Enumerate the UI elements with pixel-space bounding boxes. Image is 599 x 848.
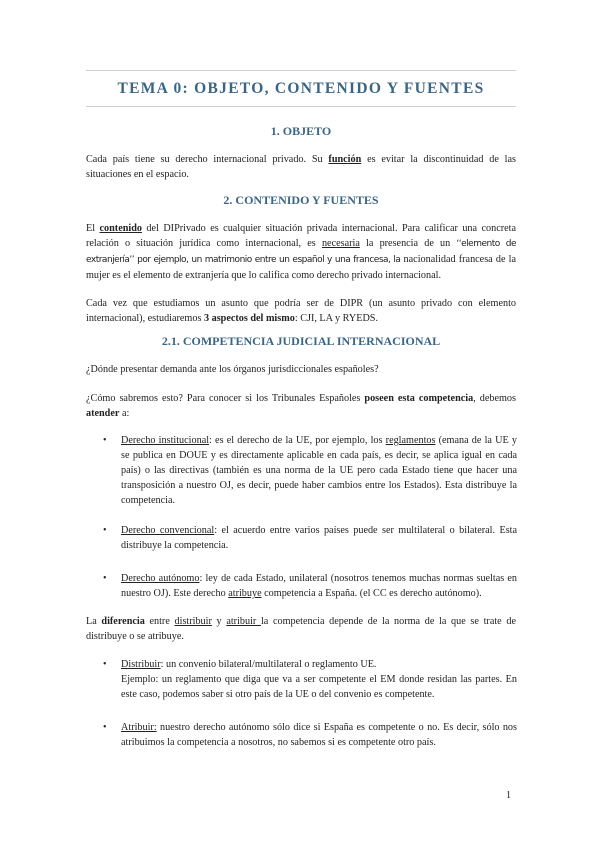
underlined-term: Derecho convencional xyxy=(121,525,215,536)
bold-term-competencia: poseen esta competencia xyxy=(364,393,474,404)
text: ¿Cómo sabremos esto? Para conocer si los Tribunales Españoles xyxy=(86,393,365,404)
text: El xyxy=(86,223,100,234)
list-item-institucional xyxy=(121,433,517,508)
underlined-term: Derecho autónomo xyxy=(121,573,200,584)
bullet-icon: • xyxy=(103,722,107,733)
text: entre xyxy=(144,616,175,627)
text: nacionalidad francesa de la mujer es el elemento de extranjería que lo califica como derecho privado internacional. xyxy=(86,254,516,281)
bold-term-aspectos: 3 aspectos del mismo xyxy=(203,313,295,324)
handwritten-insert: ‘‘elemento de extranjería’’ por ejemplo, un matrimonio entre un español y una francesa, la xyxy=(86,239,516,265)
bullet-icon: • xyxy=(103,659,107,670)
list-item-autonomo xyxy=(121,571,517,601)
text: : ley de cada Estado, unilateral (nosotros tenemos muchas normas sueltas en nuestro OJ). Este derecho xyxy=(121,573,517,599)
title-bottom-rule xyxy=(86,106,516,107)
text: Cada país tiene su derecho internacional privado. Su xyxy=(86,154,329,165)
text: la presencia de un xyxy=(359,238,457,249)
underlined-term: Distribuir xyxy=(121,659,161,670)
list-item-atribuir xyxy=(121,720,517,750)
text: La xyxy=(86,616,102,627)
underlined-term: reglamentos xyxy=(385,435,436,446)
list-item-distribuir xyxy=(121,657,517,702)
paragraph-contenido xyxy=(86,221,516,283)
text: nuestro derecho autónomo sólo dice si España es competente o no. Es decir, sólo nos atribuimos la competencia a nosotros, no sabemos si es competente otro país. xyxy=(121,722,517,748)
underlined-term: Atribuir: xyxy=(121,722,157,733)
text: : CJI, LA y RYEDS. xyxy=(294,313,379,324)
bullet-icon: • xyxy=(103,525,107,536)
text: Ejemplo: un reglamento que diga que va a ser competente el EM donde residan las partes. En este caso, podemos saber si otro país de la UE o del convenio es competente. xyxy=(121,674,517,700)
text: (emana de la UE y se publica en DOUE y es directamente aplicable en cada país, es decir, se aplica igual en cada país) o las directivas (también es una norma de la UE pero cada Estado tiene que hacer una transposición a nuestro OJ, es decir, puede haber cambios entre los Estados). Esta distribuye la competencia. xyxy=(121,435,517,506)
text: del DIPrivado es cualquier situación privada internacional. Para calificar una concreta relación o situación jurídica como internacional, es xyxy=(86,223,516,249)
paragraph-como xyxy=(86,391,516,421)
text: , debemos xyxy=(473,393,516,404)
underlined-term: distribuir xyxy=(174,616,212,627)
bold-term-atender: atender xyxy=(86,408,120,419)
text: y xyxy=(211,616,227,627)
text: : un convenio bilateral/multilateral o reglamento UE. xyxy=(160,659,377,670)
paragraph-objeto xyxy=(86,152,516,182)
document-title: TEMA 0: OBJETO, CONTENIDO Y FUENTES xyxy=(117,80,485,97)
heading-competencia: 2.1. COMPETENCIA JUDICIAL INTERNACIONAL xyxy=(161,334,441,348)
underlined-term: atribuye xyxy=(228,588,262,599)
text: competencia a España. (el CC es derecho autónomo). xyxy=(261,588,482,599)
paragraph-diferencia xyxy=(86,614,516,644)
text: a: xyxy=(119,408,130,419)
bullet-icon: • xyxy=(103,573,107,584)
underlined-term: atribuir xyxy=(226,616,261,627)
title-top-rule xyxy=(86,70,516,71)
bullet-icon: • xyxy=(103,435,107,446)
text: la competencia depende de la norma de la que se trate de distribuye o se atribuye. xyxy=(86,616,516,642)
heading-objeto: 1. OBJETO xyxy=(270,124,332,138)
page-number: 1 xyxy=(506,790,511,801)
list-item-convencional xyxy=(121,523,517,553)
underlined-term-contenido: contenido xyxy=(99,223,142,234)
underlined-term-funcion: función xyxy=(328,154,362,165)
text: : el acuerdo entre varios países puede ser multilateral o bilateral. Esta distribuye la competencia. xyxy=(121,525,518,551)
text: es evitar la discontinuidad de las situaciones en el espacio. xyxy=(86,154,516,180)
underlined-term: Derecho institucional xyxy=(121,435,210,446)
text: : es el derecho de la UE, por ejemplo, los xyxy=(209,435,386,446)
paragraph-question: ¿Dónde presentar demanda ante los órganos jurisdiccionales españoles? xyxy=(86,364,379,375)
paragraph-aspectos xyxy=(86,296,516,326)
bold-term-diferencia: diferencia xyxy=(101,616,145,627)
underlined-term-necesaria: necesaria xyxy=(321,238,360,249)
text: Cada vez que estudiamos un asunto que podría ser de DIPR (un asunto privado con elemento internacional), estudiaremos xyxy=(86,298,516,324)
heading-contenido-fuentes: 2. CONTENIDO Y FUENTES xyxy=(223,193,379,207)
